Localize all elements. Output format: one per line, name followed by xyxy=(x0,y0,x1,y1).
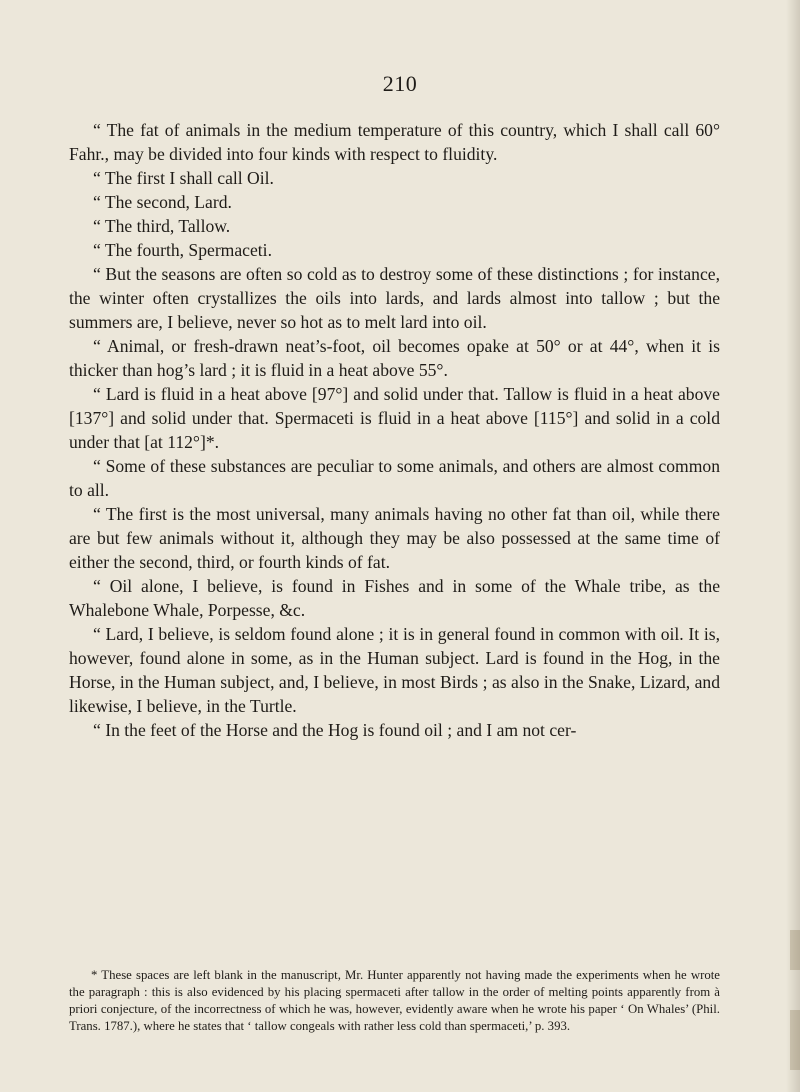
paragraph: “ In the feet of the Horse and the Hog is found oil ; and I am not cer- xyxy=(93,720,577,740)
footnote: * These spaces are left blank in the manuscript, Mr. Hunter apparently not having made the experiments when he wrote the paragraph : this is also evidenced by his placing spermaceti after tallow in the order of melting points apparently from à priori conjecture, of the incorrectness of which he was, however, evidently aware when he wrote his paper ‘ On Whales’ (Phil. Trans. 1787.), where he states that ‘ tallow congeals with rather less cold than spermaceti,’ p. 393. xyxy=(69,968,720,1033)
page-edge-shadow xyxy=(786,0,800,1092)
paragraph: “ Oil alone, I believe, is found in Fishes and in some of the Whale tribe, as the Whalebone Whale, Porpesse, &c. xyxy=(69,576,720,620)
paragraph: “ The fourth, Spermaceti. xyxy=(93,240,272,260)
page-edge-stain xyxy=(790,1010,800,1070)
paragraph: “ Animal, or fresh-drawn neat’s-foot, oil becomes opake at 50° or at 44°, when it is thicker than hog’s lard ; it is fluid in a heat above 55°. xyxy=(69,336,720,380)
paragraph: “ The second, Lard. xyxy=(93,192,232,212)
paragraph: “ The first is the most universal, many animals having no other fat than oil, while there are but few animals without it, although they may be also possessed at the same time of either the second, third, or fourth kinds of fat. xyxy=(69,504,720,572)
paragraph: “ Some of these substances are peculiar to some animals, and others are almost common to all. xyxy=(69,456,720,500)
paragraph: “ The first I shall call Oil. xyxy=(93,168,274,188)
paragraph: “ Lard is fluid in a heat above [97°] and solid under that. Tallow is fluid in a heat above [137°] and solid under that. Spermaceti is fluid in a heat above [115°] and solid in a cold under that [at 112°]*. xyxy=(69,384,720,452)
paragraph: “ The third, Tallow. xyxy=(93,216,231,236)
paragraph: “ The fat of animals in the medium temperature of this country, which I shall call 60° Fahr., may be divided into four kinds with respect to fluidity. xyxy=(69,120,720,164)
paragraph: “ But the seasons are often so cold as to destroy some of these distinctions ; for instance, the winter often crystallizes the oils into lards, and lards almost into tallow ; but the summers are, I believe, never so hot as to melt lard into oil. xyxy=(69,264,720,332)
paragraph: “ Lard, I believe, is seldom found alone ; it is in general found in common with oil. It is, however, found alone in some, as in the Human subject. Lard is found in the Hog, in the Horse, in the Human subject, and, I believe, in most Birds ; as also in the Snake, Lizard, and likewise, I believe, in the Turtle. xyxy=(69,624,720,716)
body-text xyxy=(69,118,720,742)
page-number: 210 xyxy=(382,71,418,96)
page-edge-stain xyxy=(790,930,800,970)
